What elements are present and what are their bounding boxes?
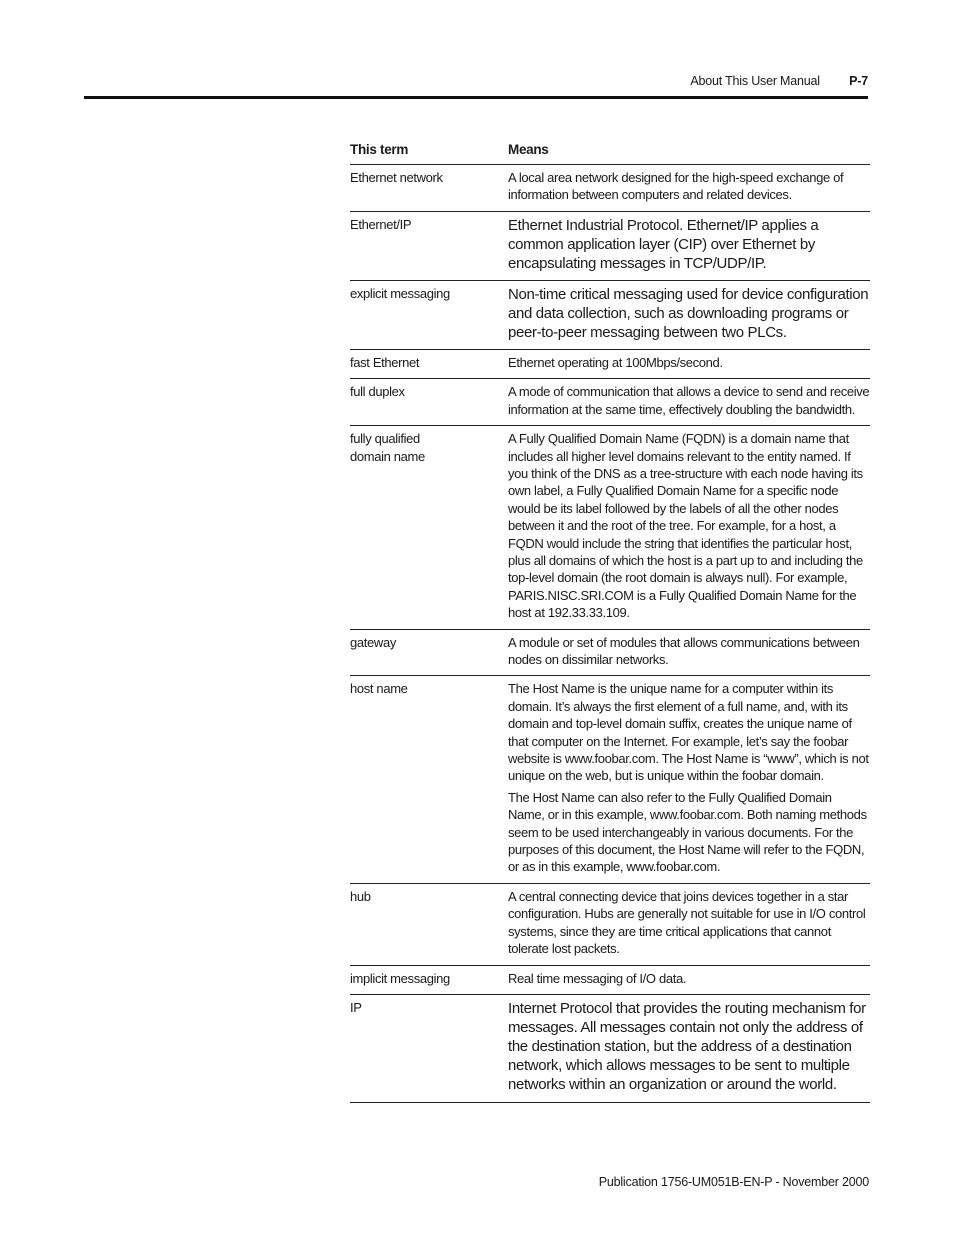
table-row [350, 426, 870, 629]
table-row [350, 883, 870, 965]
header-rule [84, 96, 868, 99]
definition-paragraph: A local area network designed for the high-speed exchange of information between computers and related devices. [508, 170, 844, 203]
table-row [350, 211, 870, 280]
glossary-definition [508, 349, 870, 379]
glossary-table [350, 142, 870, 1103]
definition-paragraph: Ethernet operating at 100Mbps/second. [508, 354, 723, 370]
definition-paragraph: Non-time critical messaging used for device configuration and data collection, such as downloading programs or peer-to-peer messaging between two PLCs. [508, 285, 869, 341]
running-header [0, 74, 868, 88]
glossary-definition [508, 676, 870, 883]
page-number: P-7 [849, 74, 868, 88]
glossary-term: implicit messaging [350, 965, 508, 995]
table-row [350, 629, 870, 676]
glossary-definition [508, 280, 870, 349]
table-header-row [350, 142, 870, 165]
glossary-definition [508, 883, 870, 965]
definition-paragraph: A mode of communication that allows a device to send and receive information at the same time, effectively doubling the bandwidth. [508, 384, 870, 417]
table-row [350, 965, 870, 995]
definition-paragraph: A central connecting device that joins devices together in a star configuration. Hubs are generally not suitable for use in I/O control systems, since they are time critical applications that cannot tolerate lost packets. [508, 888, 866, 957]
table-row [350, 379, 870, 426]
glossary-definition [508, 629, 870, 676]
definition-paragraph: Internet Protocol that provides the routing mechanism for messages. All messages contain not only the address of the destination station, but the address of a destination network, which allows messages to be sent to multiple networks within an organization or around the world. [508, 1000, 866, 1093]
glossary-term: gateway [350, 629, 508, 676]
glossary-term: IP [350, 995, 508, 1103]
glossary-term: host name [350, 676, 508, 883]
table-row [350, 280, 870, 349]
glossary-term: hub [350, 883, 508, 965]
glossary-term: fast Ethernet [350, 349, 508, 379]
glossary-definition [508, 379, 870, 426]
definition-paragraph: Ethernet Industrial Protocol. Ethernet/IP applies a common application layer (CIP) over Ethernet by encapsulating messages in TCP/UDP/IP. [508, 216, 819, 272]
glossary-definition [508, 211, 870, 280]
glossary-term: Ethernet network [350, 165, 508, 212]
glossary-definition [508, 426, 870, 629]
glossary-term: full duplex [350, 379, 508, 426]
definition-paragraph: A Fully Qualified Domain Name (FQDN) is a domain name that includes all higher level domains relevant to the entity named. If you think of the DNS as a tree-structure with each node having its own label, a Fully Qualified Domain Name for a specific node would be its label followed by the labels of all the other nodes between it and the root of the tree. For example, for a host, a FQDN would include the string that identifies the particular host, plus all domains of which the host is a part up to and including the top-level domain (the root domain is always null). For example, PARIS.NISC.SRI.COM is a Fully Qualified Domain Name for the host at 192.33.33.109. [508, 431, 863, 621]
column-header-term: This term [350, 142, 508, 165]
glossary-body [350, 165, 870, 1103]
column-header-means: Means [508, 142, 870, 165]
glossary-term: fully qualified domain name [350, 426, 508, 629]
publication-footer: Publication 1756-UM051B-EN-P - November 2000 [598, 1175, 869, 1189]
definition-paragraph: Real time messaging of I/O data. [508, 970, 687, 986]
glossary-definition [508, 965, 870, 995]
table-row [350, 676, 870, 883]
table-row [350, 995, 870, 1103]
table-row [350, 349, 870, 379]
glossary-definition [508, 165, 870, 212]
definition-paragraph: The Host Name can also refer to the Fully Qualified Domain Name, or in this example, www.foobar.com. Both naming methods seem to be used interchangeably in various documents. For the purposes of this document, the Host Name will refer to the FQDN, or as in this example, www.foobar.com. [508, 789, 867, 875]
section-title: About This User Manual [690, 74, 820, 88]
glossary-definition [508, 995, 870, 1103]
glossary-term: Ethernet/IP [350, 211, 508, 280]
table-row [350, 165, 870, 212]
definition-paragraph: The Host Name is the unique name for a computer within its domain. It’s always the first element of a full name, and, with its domain and top-level domain suffix, creates the unique name of that computer on the Internet. For example, let’s say the foobar website is www.foobar.com. The Host Name is “www”, which is not unique on the web, but is unique within the foobar domain. [508, 681, 869, 784]
glossary-term: explicit messaging [350, 280, 508, 349]
definition-paragraph: A module or set of modules that allows communications between nodes on dissimilar networks. [508, 634, 860, 667]
